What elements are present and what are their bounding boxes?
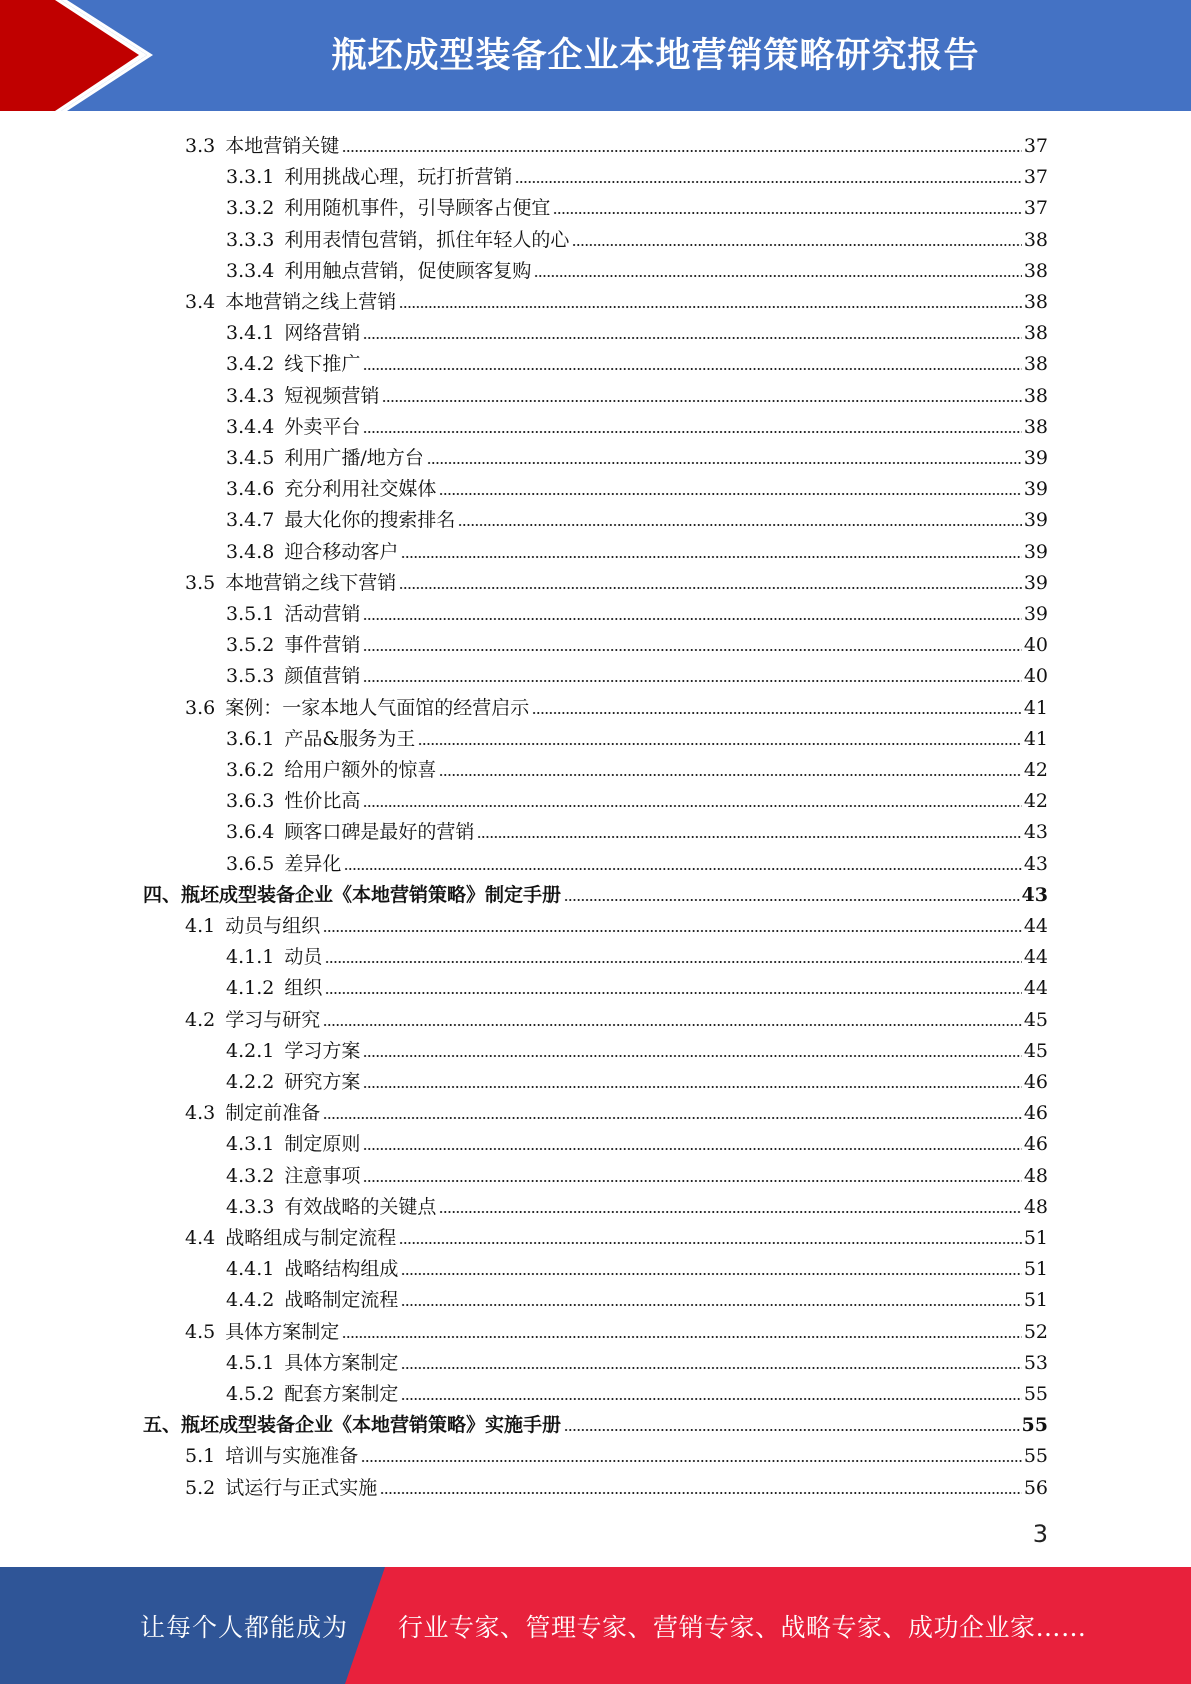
toc-entry-title: 培训与实施准备 xyxy=(225,1445,359,1468)
toc-entry-number: 5.2 xyxy=(185,1476,216,1499)
toc-entry-page: 43 xyxy=(1023,821,1048,844)
toc-entry-page: 38 xyxy=(1023,291,1048,313)
toc-entry-page: 46 xyxy=(1023,1102,1048,1125)
toc-entry-page: 44 xyxy=(1023,915,1048,937)
report-title: 瓶坯成型装备企业本地营销策略研究报告 xyxy=(331,36,980,76)
toc-entry[interactable] xyxy=(226,626,1048,657)
toc-entry-number: 3.4.5 xyxy=(226,447,275,469)
toc-entry-title: 外卖平台 xyxy=(284,415,361,438)
toc-dot-leader xyxy=(380,1491,1022,1495)
toc-entry-title: 充分利用社交媒体 xyxy=(284,478,437,501)
toc-entry-page: 42 xyxy=(1023,759,1048,781)
toc-dot-leader xyxy=(399,305,1022,309)
toc-entry-number: 4.4.2 xyxy=(226,1289,275,1312)
toc-dot-leader xyxy=(532,711,1022,715)
toc-dot-leader xyxy=(439,773,1021,777)
toc-entry[interactable] xyxy=(226,751,1048,782)
toc-entry-title: 动员与组织 xyxy=(225,915,321,937)
toc-entry-title: 顾客口碑是最好的营销 xyxy=(284,821,475,844)
toc-entry-number: 4.5 xyxy=(185,1320,216,1343)
toc-entry-number: 3.4.6 xyxy=(226,478,275,501)
toc-entry-title: 活动营销 xyxy=(284,603,361,625)
toc-entry-number: 3.4.3 xyxy=(226,384,275,407)
toc-entry-number: 3.3 xyxy=(185,135,216,157)
toc-entry-title: 网络营销 xyxy=(284,322,361,345)
toc-entry[interactable] xyxy=(226,252,1048,283)
toc-dot-leader xyxy=(363,1085,1021,1089)
toc-entry[interactable] xyxy=(226,938,1048,969)
toc-entry[interactable] xyxy=(226,969,1048,1000)
toc-dot-leader xyxy=(323,1116,1022,1120)
toc-dot-leader xyxy=(323,1023,1022,1027)
page-header xyxy=(0,0,1191,111)
toc-entry-title: 试运行与正式实施 xyxy=(225,1476,378,1499)
toc-entry-page: 41 xyxy=(1023,696,1048,719)
toc-entry-title: 利用触点营销，促使顾客复购 xyxy=(284,259,532,282)
toc-entry-number: 4.3.2 xyxy=(226,1164,275,1187)
toc-dot-leader xyxy=(477,835,1021,839)
toc-entry-title: 具体方案制定 xyxy=(284,1351,399,1374)
toc-entry[interactable] xyxy=(226,470,1048,501)
toc-entry-page: 37 xyxy=(1023,166,1048,189)
toc-entry-number: 3.3.3 xyxy=(226,228,275,251)
toc-entry[interactable] xyxy=(226,439,1048,470)
footer-slogan-right: 行业专家、管理专家、营销专家、战略专家、成功企业家…… xyxy=(398,1612,1087,1642)
toc-entry-title: 四、瓶坯成型装备企业《本地营销策略》制定手册 xyxy=(143,883,562,906)
toc-entry-number: 4.2 xyxy=(185,1008,216,1031)
toc-entry[interactable] xyxy=(226,1125,1048,1156)
toc-entry-title: 利用随机事件，引导顾客占便宜 xyxy=(284,197,551,220)
toc-dot-leader xyxy=(564,1428,1020,1432)
toc-dot-leader xyxy=(427,461,1022,465)
toc-entry[interactable] xyxy=(226,720,1048,751)
toc-entry[interactable] xyxy=(226,1344,1048,1375)
toc-entry-page: 48 xyxy=(1023,1195,1048,1218)
toc-dot-leader xyxy=(363,648,1021,652)
toc-dot-leader xyxy=(401,1366,1021,1370)
toc-entry[interactable] xyxy=(226,158,1048,189)
toc-dot-leader xyxy=(363,1054,1021,1058)
toc-dot-leader xyxy=(342,1335,1022,1339)
toc-entry-number: 3.5 xyxy=(185,571,216,594)
toc-entry[interactable] xyxy=(185,564,1048,595)
toc-dot-leader xyxy=(344,867,1021,871)
toc-entry-title: 五、瓶坯成型装备企业《本地营销策略》实施手册 xyxy=(143,1414,562,1437)
toc-entry-number: 3.6.3 xyxy=(226,790,275,813)
toc-entry-title: 学习与研究 xyxy=(225,1008,321,1031)
toc-entry-page: 51 xyxy=(1023,1227,1048,1249)
toc-dot-leader xyxy=(515,180,1021,184)
toc-entry-number: 3.3.1 xyxy=(226,166,275,189)
toc-entry[interactable] xyxy=(185,1219,1048,1250)
toc-entry-title: 有效战略的关键点 xyxy=(284,1195,437,1218)
toc-dot-leader xyxy=(534,274,1021,278)
toc-entry-page: 52 xyxy=(1023,1320,1048,1343)
toc-entry-title: 产品&服务为王 xyxy=(284,727,416,750)
toc-entry-page: 55 xyxy=(1023,1383,1048,1405)
toc-entry[interactable] xyxy=(185,1094,1048,1125)
toc-entry-page: 40 xyxy=(1023,634,1048,657)
toc-entry-title: 颜值营销 xyxy=(284,665,361,688)
toc-entry-page: 38 xyxy=(1023,259,1048,282)
toc-entry-number: 3.6.2 xyxy=(226,759,275,781)
toc-entry-title: 给用户额外的惊喜 xyxy=(284,759,437,781)
toc-entry-number: 4.4 xyxy=(185,1227,216,1249)
toc-entry-page: 38 xyxy=(1023,228,1048,251)
toc-entry-page: 55 xyxy=(1021,1414,1048,1437)
toc-entry-number: 3.6 xyxy=(185,696,216,719)
toc-entry[interactable] xyxy=(185,1001,1048,1032)
toc-entry-page: 46 xyxy=(1023,1133,1048,1156)
toc-entry-number: 4.4.1 xyxy=(226,1258,275,1281)
toc-entry-number: 3.4.8 xyxy=(226,540,275,563)
toc-entry-title: 组织 xyxy=(284,977,323,1000)
toc-dot-leader xyxy=(401,555,1021,559)
toc-entry-number: 3.3.2 xyxy=(226,197,275,220)
toc-entry-number: 4.5.2 xyxy=(226,1383,275,1405)
toc-entry[interactable] xyxy=(185,1469,1048,1500)
toc-dot-leader xyxy=(323,929,1022,933)
toc-entry-number: 3.4.2 xyxy=(226,353,275,376)
toc-entry-title: 本地营销之线上营销 xyxy=(225,291,397,313)
toc-entry-title: 利用广播/地方台 xyxy=(284,447,424,469)
toc-entry[interactable] xyxy=(185,1313,1048,1344)
toc-entry-number: 3.5.1 xyxy=(226,603,275,625)
toc-dot-leader xyxy=(363,430,1021,434)
toc-entry-title: 本地营销之线下营销 xyxy=(225,571,397,594)
toc-entry[interactable] xyxy=(226,221,1048,252)
toc-entry-page: 38 xyxy=(1023,322,1048,345)
toc-entry-number: 5.1 xyxy=(185,1445,216,1468)
toc-entry-title: 差异化 xyxy=(284,852,342,875)
toc-entry-number: 4.5.1 xyxy=(226,1351,275,1374)
toc-entry-page: 38 xyxy=(1023,415,1048,438)
toc-entry[interactable] xyxy=(143,1406,1048,1437)
toc-entry-page: 48 xyxy=(1023,1164,1048,1187)
toc-dot-leader xyxy=(399,586,1022,590)
page-number: 3 xyxy=(1032,1520,1048,1548)
toc-dot-leader xyxy=(325,991,1021,995)
toc-entry[interactable] xyxy=(226,1063,1048,1094)
toc-entry-title: 制定前准备 xyxy=(225,1102,321,1125)
toc-entry-page: 38 xyxy=(1023,353,1048,376)
toc-entry-page: 39 xyxy=(1023,540,1048,563)
toc-entry-title: 战略组成与制定流程 xyxy=(225,1227,397,1249)
toc-entry[interactable] xyxy=(226,1375,1048,1406)
toc-entry-number: 3.6.4 xyxy=(226,821,275,844)
toc-entry[interactable] xyxy=(226,1157,1048,1188)
toc-entry-title: 事件营销 xyxy=(284,634,361,657)
toc-entry-number: 3.4.7 xyxy=(226,509,275,532)
toc-entry-title: 利用挑战心理，玩打折营销 xyxy=(284,166,513,189)
toc-dot-leader xyxy=(363,336,1021,340)
toc-entry-page: 45 xyxy=(1023,1039,1048,1062)
toc-entry[interactable] xyxy=(226,1281,1048,1312)
toc-entry-number: 4.2.2 xyxy=(226,1071,275,1093)
toc-dot-leader xyxy=(418,742,1022,746)
toc-entry-page: 37 xyxy=(1023,197,1048,220)
toc-entry[interactable] xyxy=(226,1188,1048,1219)
toc-entry-title: 配套方案制定 xyxy=(284,1383,399,1405)
toc-entry-page: 46 xyxy=(1023,1071,1048,1093)
toc-entry-title: 性价比高 xyxy=(284,790,361,813)
toc-entry-number: 3.6.1 xyxy=(226,727,275,750)
toc-entry-page: 43 xyxy=(1021,883,1048,906)
toc-entry-page: 39 xyxy=(1023,603,1048,625)
toc-dot-leader xyxy=(361,1459,1022,1463)
toc-entry[interactable] xyxy=(226,657,1048,688)
toc-entry-title: 战略制定流程 xyxy=(284,1289,399,1312)
toc-dot-leader xyxy=(439,492,1021,496)
toc-entry[interactable] xyxy=(226,408,1048,439)
toc-entry-page: 39 xyxy=(1023,509,1048,532)
toc-entry-page: 39 xyxy=(1023,571,1048,594)
toc-entry-title: 研究方案 xyxy=(284,1071,361,1093)
toc-entry-page: 51 xyxy=(1023,1258,1048,1281)
toc-entry-number: 4.3 xyxy=(185,1102,216,1125)
toc-dot-leader xyxy=(439,1210,1021,1214)
toc-dot-leader xyxy=(382,399,1021,403)
toc-entry-number: 3.6.5 xyxy=(226,852,275,875)
toc-entry-title: 迎合移动客户 xyxy=(284,540,399,563)
toc-dot-leader xyxy=(363,367,1021,371)
toc-dot-leader xyxy=(363,804,1021,808)
toc-entry-page: 45 xyxy=(1023,1008,1048,1031)
toc-entry-page: 55 xyxy=(1023,1445,1048,1468)
toc-entry[interactable] xyxy=(226,845,1048,876)
toc-dot-leader xyxy=(564,898,1020,902)
toc-entry-title: 动员 xyxy=(284,946,323,969)
toc-entry-title: 短视频营销 xyxy=(284,384,380,407)
toc-entry-title: 制定原则 xyxy=(284,1133,361,1156)
toc-entry-page: 37 xyxy=(1023,135,1048,157)
toc-dot-leader xyxy=(325,960,1021,964)
toc-entry[interactable] xyxy=(226,533,1048,564)
toc-entry-page: 44 xyxy=(1023,977,1048,1000)
toc-entry-page: 41 xyxy=(1023,727,1048,750)
toc-entry[interactable] xyxy=(226,314,1048,345)
toc-dot-leader xyxy=(401,1397,1021,1401)
toc-entry-title: 本地营销关键 xyxy=(225,135,340,157)
toc-entry[interactable] xyxy=(226,1032,1048,1063)
toc-entry[interactable] xyxy=(143,876,1048,907)
toc-dot-leader xyxy=(401,1272,1021,1276)
toc-entry-title: 最大化你的搜索排名 xyxy=(284,509,456,532)
toc-entry[interactable] xyxy=(185,689,1048,720)
toc-entry[interactable] xyxy=(226,782,1048,813)
toc-dot-leader xyxy=(399,1241,1022,1245)
toc-entry-title: 案例：一家本地人气面馆的经营启示 xyxy=(225,696,530,719)
toc-entry-page: 39 xyxy=(1023,478,1048,501)
toc-entry-title: 战略结构组成 xyxy=(284,1258,399,1281)
toc-dot-leader xyxy=(342,149,1022,153)
toc-entry-number: 3.4 xyxy=(185,291,216,313)
toc-entry-page: 39 xyxy=(1023,447,1048,469)
toc-entry-number: 3.5.3 xyxy=(226,665,275,688)
toc-entry-page: 51 xyxy=(1023,1289,1048,1312)
page-footer xyxy=(0,1567,1191,1684)
toc-entry[interactable] xyxy=(226,345,1048,376)
toc-entry[interactable] xyxy=(185,283,1048,314)
footer-slogan-left: 让每个人都能成为 xyxy=(140,1612,349,1642)
toc-entry[interactable] xyxy=(226,1250,1048,1281)
toc-entry-number: 3.4.4 xyxy=(226,415,275,438)
toc-dot-leader xyxy=(363,1179,1021,1183)
toc-dot-leader xyxy=(458,523,1021,527)
toc-dot-leader xyxy=(553,211,1021,215)
toc-entry-page: 38 xyxy=(1023,384,1048,407)
toc-entry-page: 56 xyxy=(1023,1476,1048,1499)
toc-entry-page: 40 xyxy=(1023,665,1048,688)
toc-dot-leader xyxy=(363,617,1021,621)
toc-entry-page: 53 xyxy=(1023,1351,1048,1374)
toc-entry-number: 4.3.3 xyxy=(226,1195,275,1218)
toc-entry-page: 42 xyxy=(1023,790,1048,813)
toc-entry[interactable] xyxy=(185,127,1048,158)
toc-entry-title: 注意事项 xyxy=(284,1164,361,1187)
toc-entry[interactable] xyxy=(226,377,1048,408)
toc-entry[interactable] xyxy=(226,501,1048,532)
header-chevron-graphic xyxy=(0,0,160,111)
toc-entry[interactable] xyxy=(226,189,1048,220)
toc-entry-title: 线下推广 xyxy=(284,353,361,376)
toc-entry-number: 3.3.4 xyxy=(226,259,275,282)
toc-dot-leader xyxy=(572,243,1021,247)
toc-entry-title: 具体方案制定 xyxy=(225,1320,340,1343)
toc-entry[interactable] xyxy=(185,907,1048,938)
toc-entry-number: 3.5.2 xyxy=(226,634,275,657)
toc-entry-title: 学习方案 xyxy=(284,1039,361,1062)
toc-entry[interactable] xyxy=(185,1437,1048,1468)
toc-dot-leader xyxy=(401,1303,1021,1307)
toc-entry-title: 利用表情包营销，抓住年轻人的心 xyxy=(284,228,570,251)
toc-dot-leader xyxy=(363,1147,1021,1151)
toc-entry[interactable] xyxy=(226,595,1048,626)
toc-entry-number: 4.1 xyxy=(185,915,216,937)
toc-entry-page: 43 xyxy=(1023,852,1048,875)
toc-entry-number: 4.1.1 xyxy=(226,946,275,969)
toc-dot-leader xyxy=(363,679,1021,683)
toc-entry-number: 4.2.1 xyxy=(226,1039,275,1062)
toc-entry-page: 44 xyxy=(1023,946,1048,969)
toc-entry[interactable] xyxy=(226,813,1048,844)
toc-entry-number: 3.4.1 xyxy=(226,322,275,345)
toc-entry-number: 4.1.2 xyxy=(226,977,275,1000)
toc-entry-number: 4.3.1 xyxy=(226,1133,275,1156)
